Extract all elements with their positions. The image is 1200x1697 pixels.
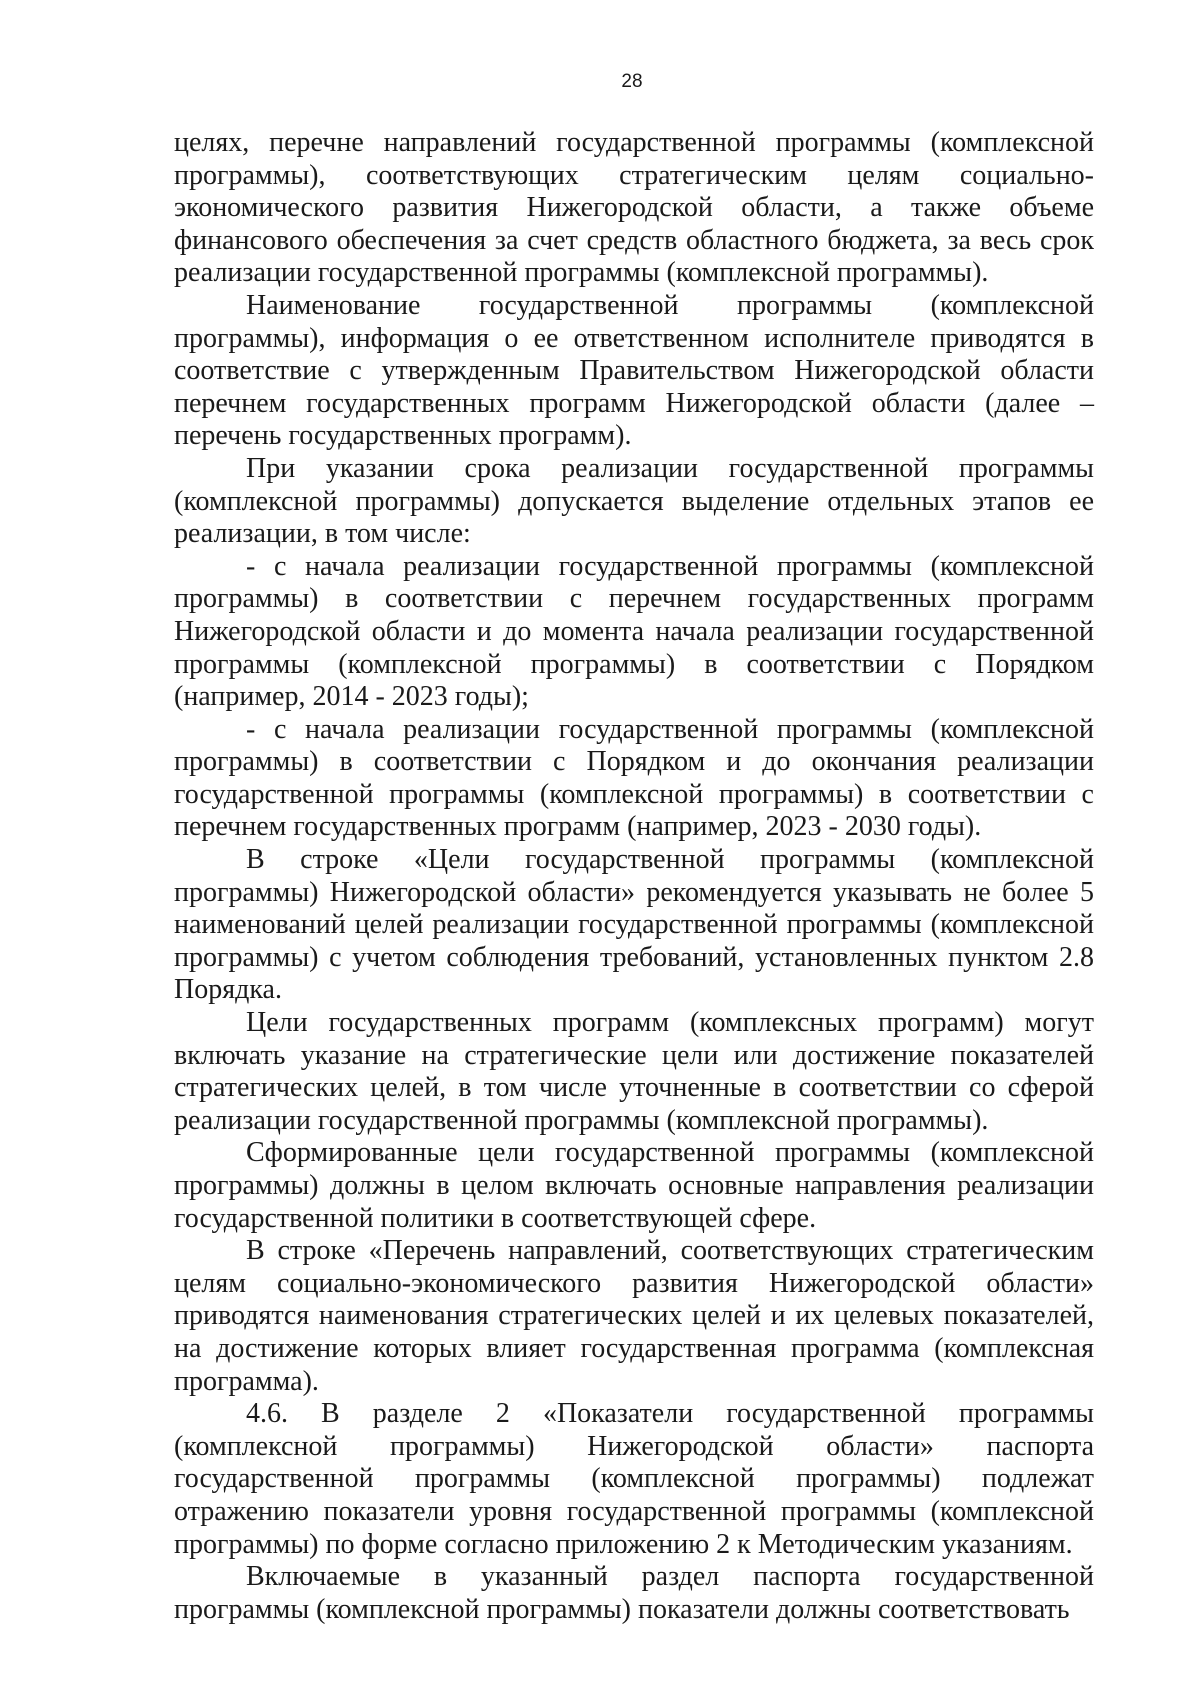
page-number: 28	[621, 71, 643, 92]
paragraph-goals-content: Цели государственных программ (комплексных программ) могут включать указание на стратегические цели или достижение показателей стратегических целей, в том числе уточненные в соответствии со сферой реализации государственной программы (комплексной программы).	[174, 1007, 1094, 1136]
paragraph-section-4-6: 4.6. В разделе 2 «Показатели государственной программы (комплексной программы) Нижегородской области» паспорта государственной программы (комплексной программы) подлежат отражению показатели уровня государственной программы (комплексной программы) по форме согласно приложению 2 к Методическим указаниям.	[174, 1398, 1094, 1560]
paragraph-implementation-period: При указании срока реализации государственной программы (комплексной программы) допускается выделение отдельных этапов ее реализации, в том числе:	[174, 452, 1094, 550]
paragraph-formed-goals: Сформированные цели государственной программы (комплексной программы) должны в целом включать основные направления реализации государственной политики в соответствующей сфере.	[174, 1137, 1094, 1234]
paragraph-stage-first: - с начала реализации государственной программы (комплексной программы) в соответствии с перечнем государственных программ Нижегородской области и до момента начала реализации государственной программы (комплексной программы) в соответствии с Порядком (например, 2014 - 2023 годы);	[174, 550, 1094, 713]
paragraph-continuation: целях, перечне направлений государственной программы (комплексной программы), соответствующих стратегическим целям социально-экономического развития Нижегородской области, а также объеме финансового обеспечения за счет средств областного бюджета, за весь срок реализации государственной программы (комплексной программы).	[174, 127, 1094, 289]
paragraph-included-indicators: Включаемые в указанный раздел паспорта государственной программы (комплексной программы) показатели должны соответствовать	[174, 1561, 1094, 1625]
paragraph-program-name: Наименование государственной программы (комплексной программы), информация о ее ответственном исполнителе приводятся в соответствие с утвержденным Правительством Нижегородской области перечнем государственных программ Нижегородской области (далее – перечень государственных программ).	[174, 289, 1094, 452]
document-body	[174, 127, 1094, 1626]
paragraph-stage-second: - с начала реализации государственной программы (комплексной программы) в соответствии с Порядком и до окончания реализации государственной программы (комплексной программы) в соответствии с перечнем государственных программ (например, 2023 - 2030 годы).	[174, 713, 1094, 843]
paragraph-program-goals: В строке «Цели государственной программы (комплексной программы) Нижегородской области» рекомендуется указывать не более 5 наименований целей реализации государственной программы (комплексной программы) с учетом соблюдения требований, установленных пунктом 2.8 Порядка.	[174, 844, 1094, 1006]
paragraph-directions-list: В строке «Перечень направлений, соответствующих стратегическим целям социально-экономического развития Нижегородской области» приводятся наименования стратегических целей и их целевых показателей, на достижение которых влияет государственная программа (комплексная программа).	[174, 1235, 1094, 1397]
